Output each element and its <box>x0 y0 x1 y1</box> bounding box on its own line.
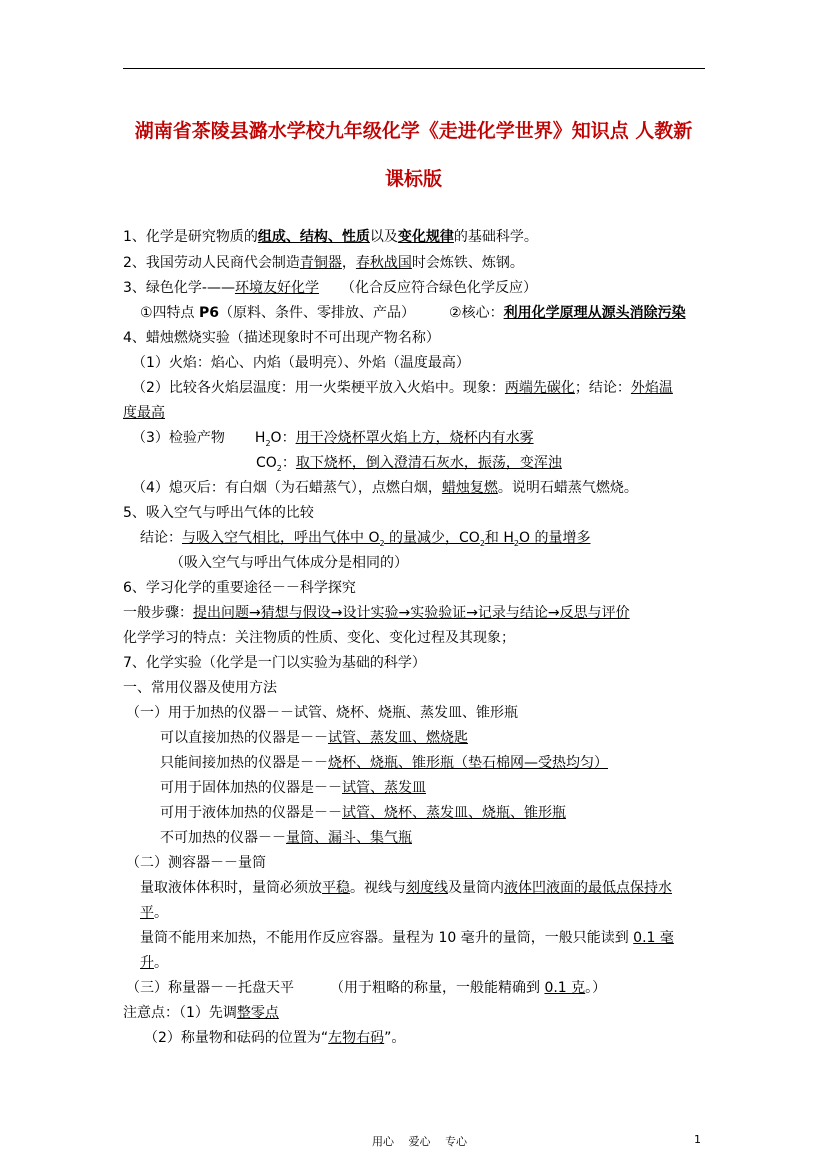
balance-note-1: 注意点：（1）先调整零点 <box>123 1005 279 1021</box>
cylinder-precision-cont: 升。 <box>140 955 168 971</box>
point-5-note: （吸入空气与呼出气体成分是相同的） <box>170 555 408 571</box>
footer-motto: 用心 爱心 专心 <box>372 1135 467 1148</box>
point-6-features: 化学学习的特点：关注物质的性质、变化、变化过程及其现象； <box>123 630 515 646</box>
page-number: 1 <box>694 1133 701 1146</box>
balance-heading: （三）称量器－－托盘天平 （用于粗略的称量，一般能精确到 0.1 克。） <box>126 980 607 996</box>
point-4-2-cont: 度最高 <box>123 405 165 421</box>
point-7: 7、化学实验（化学是一门以实验为基础的科学） <box>123 655 426 671</box>
point-4-3-co2: $CO_2$：取下烧杯，倒入澄清石灰水，振荡，变浑浊 <box>256 455 562 473</box>
point-4-1: （1）火焰：焰心、内焰（最明亮）、外焰（温度最高） <box>132 355 470 371</box>
balance-note-2: （2）称量物和砝码的位置为“左物右码”。 <box>144 1030 406 1046</box>
liquid-heating: 可用于液体加热的仪器是－－试管、烧杯、蒸发皿、烧瓶、锥形瓶 <box>160 805 566 821</box>
point-3: 3、绿色化学-——环境友好化学 （化合反应符合绿色化学反应） <box>123 280 537 296</box>
heating-instruments: （一）用于加热的仪器－－试管、烧杯、烧瓶、蒸发皿、锥形瓶 <box>126 705 518 721</box>
page-title-line2: 课标版 <box>384 168 442 190</box>
non-heating: 不可加热的仪器－－量筒、漏斗、集气瓶 <box>160 830 412 846</box>
point-2: 2、我国劳动人民商代会制造青铜器，春秋战国时会炼铁、炼钢。 <box>123 255 524 271</box>
point-5-conclusion: 结论：与吸入空气相比，呼出气体中 $O_2$ 的量减少，$CO_2$和 $H_2O$ 的量增多 <box>140 530 591 548</box>
point-4: 4、蜡烛燃烧实验（描述现象时不可出现产物名称） <box>123 330 440 346</box>
cylinder-precision: 量筒不能用来加热，不能用作反应容器。量程为 10 毫升的量筒，一般只能读到 0.1 毫 <box>140 930 674 946</box>
section-1-heading: 一、常用仪器及使用方法 <box>123 680 277 696</box>
point-6-steps: 一般步骤：提出问题→猜想与假设→设计实验→实验验证→记录与结论→反思与评价 <box>123 605 630 621</box>
direct-heating: 可以直接加热的仪器是－－试管、蒸发皿、燃烧匙 <box>160 730 468 746</box>
point-4-2: （2）比较各火焰层温度：用一火柴梗平放入火焰中。现象：两端先碳化；结论：外焰温 <box>132 380 673 396</box>
solid-heating: 可用于固体加热的仪器是－－试管、蒸发皿 <box>160 780 426 796</box>
cylinder-reading-cont: 平。 <box>140 905 168 921</box>
point-1: 1、化学是研究物质的组成、结构、性质以及变化规律的基础科学。 <box>123 229 538 245</box>
point-5: 5、吸入空气与呼出气体的比较 <box>123 505 314 521</box>
point-6: 6、学习化学的重要途径－－科学探究 <box>123 580 356 596</box>
cylinder-reading: 量取液体体积时，量筒必须放平稳。视线与刻度线及量筒内液体凹液面的最低点保持水 <box>140 880 672 896</box>
point-3-details: ①四特点 P6（原料、条件、零排放、产品） ②核心：利用化学原理从源头消除污染 <box>140 305 686 321</box>
measuring-cylinder-heading: （二）测容器－－量筒 <box>126 855 266 871</box>
indirect-heating: 只能间接加热的仪器是－－烧杯、烧瓶、锥形瓶（垫石棉网—受热均匀） <box>160 755 608 771</box>
page-title-line1: 湖南省茶陵县潞水学校九年级化学《走进化学世界》知识点 人教新 <box>134 120 693 142</box>
point-4-4: （4）熄灭后：有白烟（为石蜡蒸气），点燃白烟，蜡烛复燃。说明石蜡蒸气燃烧。 <box>132 480 638 496</box>
header-rule <box>123 68 705 69</box>
point-4-3: （3）检验产物 $H_2O$：用干冷烧杯罩火焰上方，烧杯内有水雾 <box>132 430 534 448</box>
